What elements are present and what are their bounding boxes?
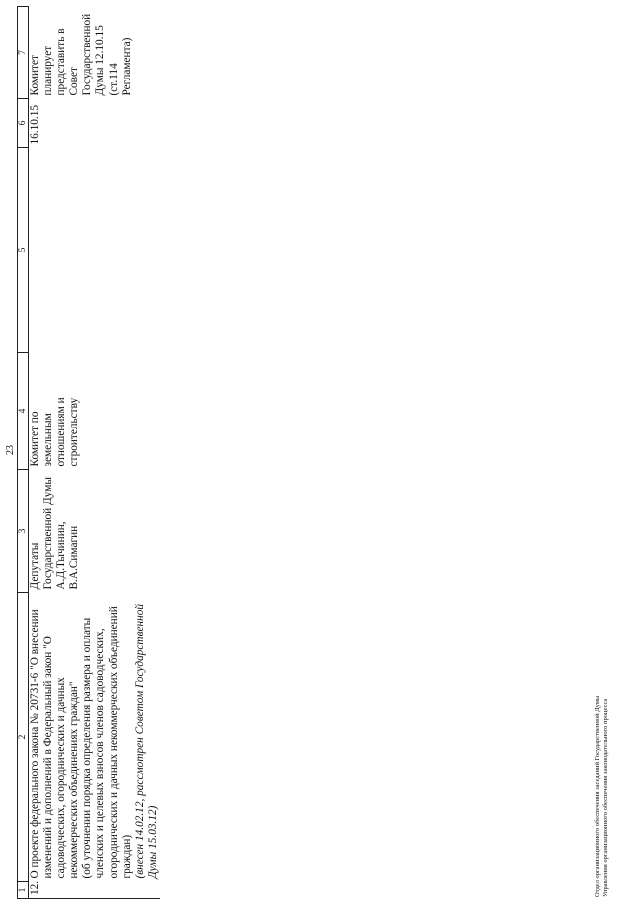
initiator-cell: Депутаты Государственной Думы А.Д.Тычинин, В.А.Симагин: [29, 470, 160, 593]
col-header-5: 5: [18, 148, 29, 353]
bill-introduced-note: (внесен 14.02.12, рассмотрен Советом Государственной Думы 15.03.12): [133, 603, 159, 879]
col-header-3: 3: [18, 470, 29, 593]
column-number-row: [18, 7, 29, 899]
col-header-6: 6: [18, 99, 29, 148]
agenda-table: [17, 6, 160, 899]
col-header-4: 4: [18, 353, 29, 470]
date-cell: 16.10.15: [29, 99, 160, 148]
note-cell: Комитет планирует представить в Совет Государственной Думы 12.10.15 (ст.114 Регламента): [29, 7, 160, 99]
bill-description: (об уточнении порядка определения размера и оплаты членских и целевых взносов членов садоводческих, огороднических и дачных некоммерческих объединений граждан): [81, 606, 133, 879]
page-number: 23: [5, 445, 16, 455]
col-header-2: 2: [18, 593, 29, 882]
committee-cell: Комитет по земельным отношениям и строительству: [29, 353, 160, 470]
bill-title: О проекте федерального закона № 20731-6 "О внесении изменений и дополнений в Федеральный закон "О садоводческих, огороднических и дачных некоммерческих объединениях граждан": [29, 609, 81, 879]
col-header-7: 7: [18, 7, 29, 99]
table-row: [29, 7, 160, 899]
row-number: 12.: [29, 882, 160, 899]
empty-cell: [29, 148, 160, 353]
footer-line-1: Отдел организационного обеспечения заседаний Государственной Думы: [594, 695, 601, 897]
footer: [594, 696, 610, 897]
footer-line-2: Управления организационного обеспечения законодательного процесса: [602, 698, 609, 897]
bill-cell: [29, 593, 160, 882]
col-header-1: 1: [18, 882, 29, 899]
